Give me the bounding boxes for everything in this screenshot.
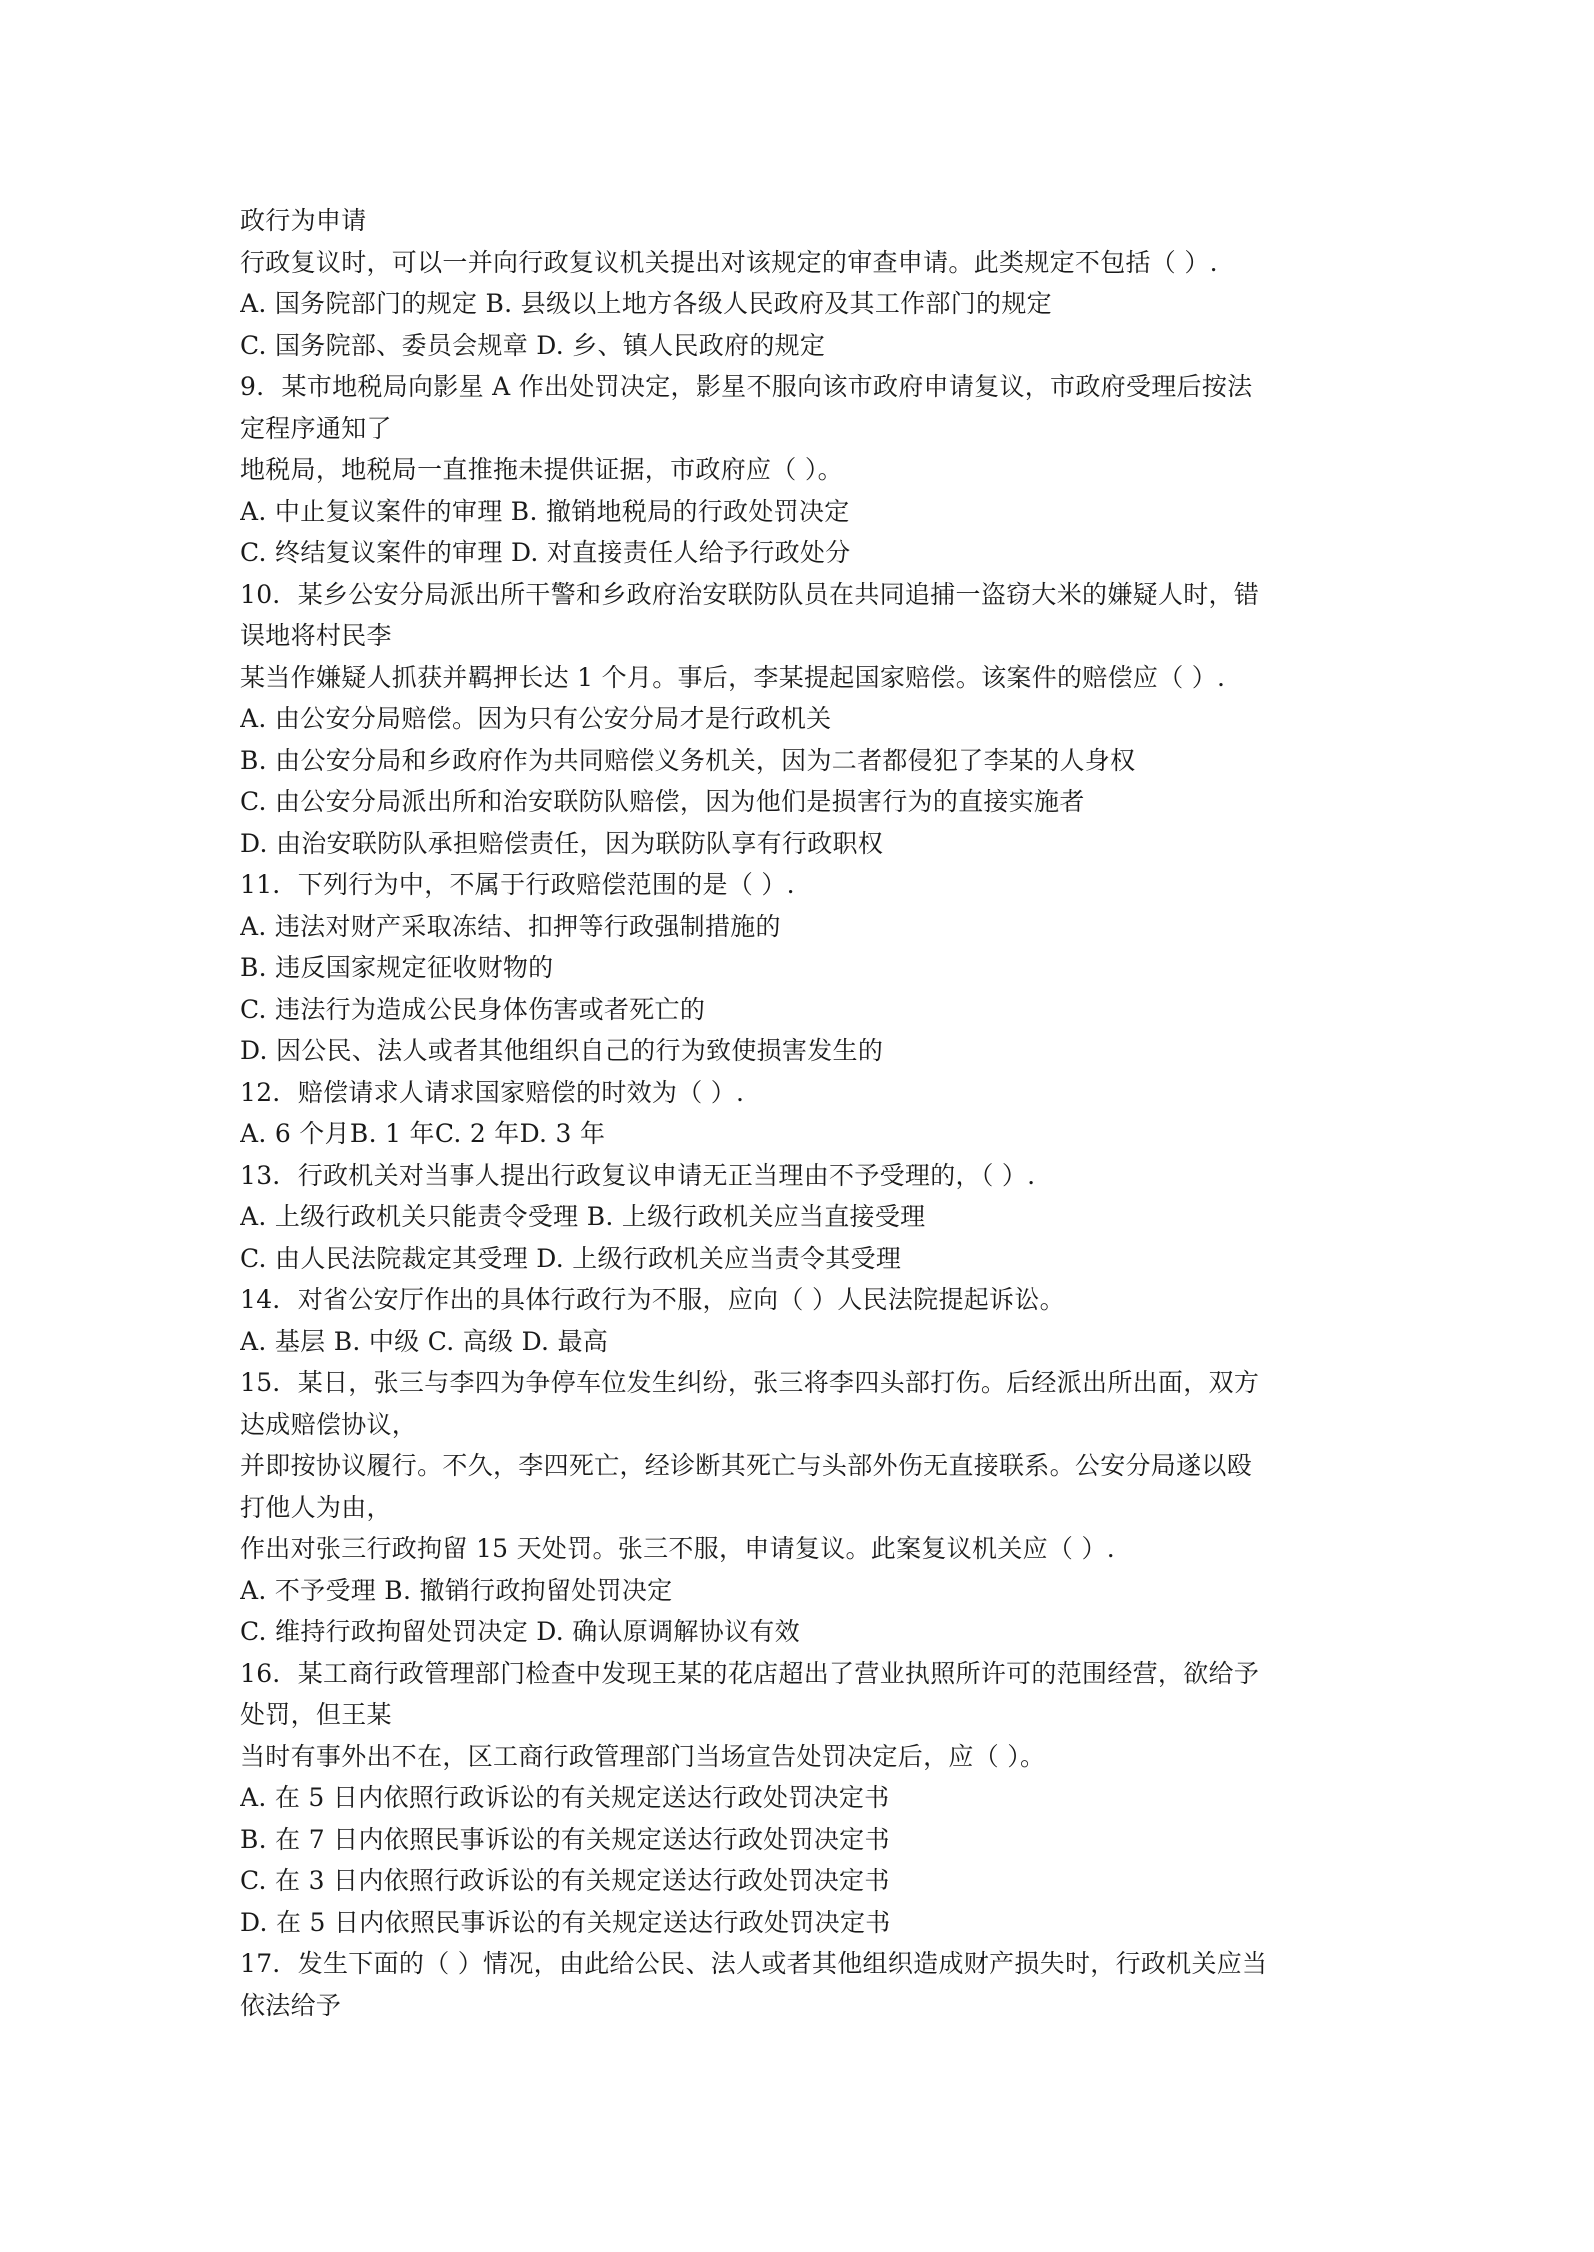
answer-option-line: D. 因公民、法人或者其他组织自己的行为致使损害发生的 [240,1036,884,1065]
question-16: 16．某工商行政管理部门检查中发现王某的花店超出了营业执照所许可的范围经营，欲给予 [240,1658,1260,1688]
text-line: 定程序通知了 [240,413,392,443]
answer-option-line: A. 基层 B. 中级 C. 高级 D. 最高 [240,1326,609,1356]
question-12: 12．赔偿请求人请求国家赔偿的时效为（ ）. [240,1077,745,1107]
text-line: 地税局，地税局一直推拖未提供证据，市政府应（ ）。 [240,455,843,484]
answer-option-line: A. 在 5 日内依照行政诉讼的有关规定送达行政处罚决定书 [240,1783,890,1812]
answer-option-line: C. 由公安分局派出所和治安联防队赔偿，因为他们是损害行为的直接实施者 [240,787,1085,816]
answer-option-line: A. 违法对财产采取冻结、扣押等行政强制措施的 [240,911,781,941]
text-line: 当时有事外出不在，区工商行政管理部门当场宣告处罚决定后，应（ ）。 [240,1741,1046,1771]
text-line: 处罚，但王某 [240,1700,392,1729]
answer-option-line: B. 在 7 日内依照民事诉讼的有关规定送达行政处罚决定书 [240,1824,890,1854]
text-line: 打他人为由， [240,1492,392,1522]
answer-option-line: A. 由公安分局赔偿。因为只有公安分局才是行政机关 [240,704,832,733]
question-9: 9．某市地税局向影星 A 作出处罚决定，影星不服向该市政府申请复议，市政府受理后按法 [240,372,1253,401]
answer-option-line: C. 维持行政拘留处罚决定 D. 确认原调解协议有效 [240,1617,800,1646]
text-line: 并即按协议履行。不久，李四死亡，经诊断其死亡与头部外伤无直接联系。公安分局遂以殴 [240,1451,1253,1480]
answer-option-line: A. 上级行政机关只能责令受理 B. 上级行政机关应当直接受理 [240,1202,926,1231]
answer-option-line: B. 由公安分局和乡政府作为共同赔偿义务机关，因为二者都侵犯了李某的人身权 [240,745,1136,775]
question-11: 11．下列行为中，不属于行政赔偿范围的是（ ）. [240,870,795,899]
answer-option-line: B. 违反国家规定征收财物的 [240,953,554,982]
answer-option-line: A. 中止复议案件的审理 B. 撤销地税局的行政处罚决定 [240,496,850,526]
answer-option-line: C. 国务院部、委员会规章 D. 乡、镇人民政府的规定 [240,330,826,360]
question-13: 13．行政机关对当事人提出行政复议申请无正当理由不予受理的，（ ）. [240,1160,1036,1190]
answer-option-line: A. 国务院部门的规定 B. 县级以上地方各级人民政府及其工作部门的规定 [240,289,1052,318]
answer-option-line: C. 违法行为造成公民身体伤害或者死亡的 [240,994,706,1024]
text-line: 政行为申请 [240,206,367,235]
answer-option-line: D. 由治安联防队承担赔偿责任，因为联防队享有行政职权 [240,828,884,858]
document-body [240,200,1370,2026]
answer-option-line: C. 终结复议案件的审理 D. 对直接责任人给予行政处分 [240,538,851,567]
question-15: 15．某日，张三与李四为争停车位发生纠纷，张三将李四头部打伤。后经派出所出面，双方 [240,1368,1260,1397]
answer-option-line: C. 由人民法院裁定其受理 D. 上级行政机关应当责令其受理 [240,1243,902,1273]
answer-option-line: C. 在 3 日内依照行政诉讼的有关规定送达行政处罚决定书 [240,1866,890,1895]
answer-option-line: D. 在 5 日内依照民事诉讼的有关规定送达行政处罚决定书 [240,1907,891,1937]
question-14: 14．对省公安厅作出的具体行政行为不服，应向（ ）人民法院提起诉讼。 [240,1285,1065,1314]
text-line: 误地将村民李 [240,621,392,650]
text-line: 某当作嫌疑人抓获并羁押长达 1 个月。事后，李某提起国家赔偿。该案件的赔偿应（ ）. [240,662,1226,692]
text-line: 达成赔偿协议， [240,1409,418,1439]
question-17: 17．发生下面的（ ）情况，由此给公民、法人或者其他组织造成财产损失时，行政机关应当 [240,1949,1268,1978]
answer-option-line: A. 6 个月B. 1 年C. 2 年D. 3 年 [240,1119,606,1148]
question-10: 10．某乡公安分局派出所干警和乡政府治安联防队员在共同追捕一盗窃大米的嫌疑人时，错 [240,579,1260,609]
text-line: 依法给予 [240,1990,342,2020]
text-line: 作出对张三行政拘留 15 天处罚。张三不服，申请复议。此案复议机关应（ ）. [240,1534,1116,1563]
text-line: 行政复议时，可以一并向行政复议机关提出对该规定的审查申请。此类规定不包括（ ）. [240,247,1218,277]
answer-option-line: A. 不予受理 B. 撤销行政拘留处罚决定 [240,1575,673,1605]
